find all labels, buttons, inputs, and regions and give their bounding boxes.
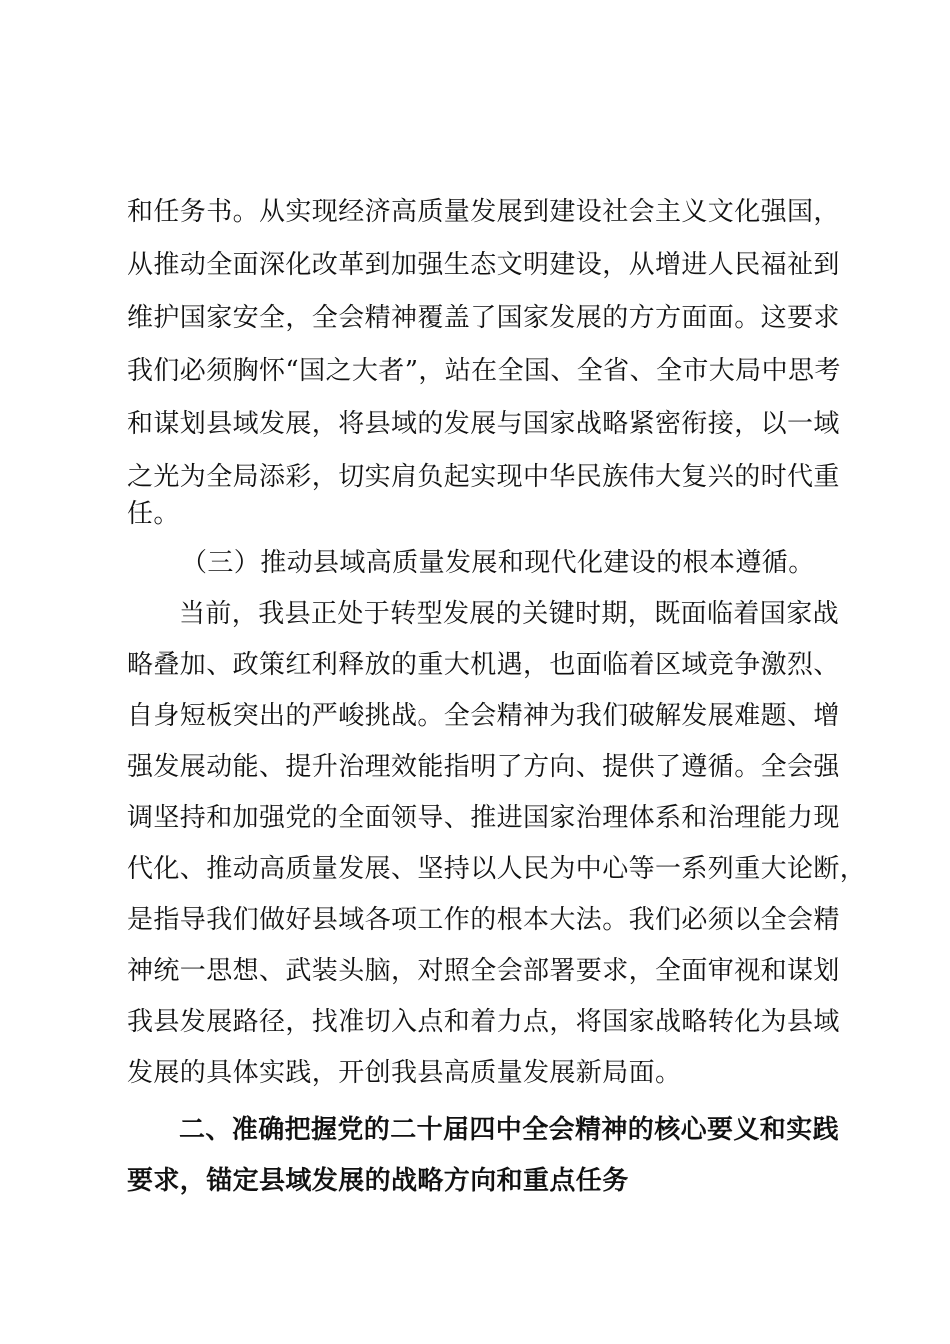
paragraph-line: 自身短板突出的严峻挑战。全会精神为我们破解发展难题、增 [127,701,840,731]
paragraph-line: 和任务书。从实现经济高质量发展到建设社会主义文化强国， [127,197,840,227]
paragraph-line: 从推动全面深化改革到加强生态文明建设，从增进人民福祉到 [127,250,840,280]
paragraph-line: 任。 [127,499,180,529]
section-heading-line: 二、准确把握党的二十届四中全会精神的核心要义和实践 [179,1115,840,1145]
paragraph-line: 之光为全局添彩，切实肩负起实现中华民族伟大复兴的时代重 [127,462,840,492]
paragraph-line: 略叠加、政策红利释放的重大机遇，也面临着区域竞争激烈、 [127,650,840,680]
paragraph-line: 调坚持和加强党的全面领导、推进国家治理体系和治理能力现 [127,803,840,833]
paragraph-line: 代化、推动高质量发展、坚持以人民为中心等一系列重大论断， [127,854,867,884]
paragraph-line: 强发展动能、提升治理效能指明了方向、提供了遵循。全会强 [127,752,840,782]
paragraph-line: 当前，我县正处于转型发展的关键时期，既面临着国家战 [179,599,840,629]
subheading: （三）推动县域高质量发展和现代化建设的根本遵循。 [181,548,815,578]
paragraph-line: 我县发展路径，找准切入点和着力点，将国家战略转化为县域 [127,1007,840,1037]
paragraph-line: 和谋划县域发展，将县域的发展与国家战略紧密衔接，以一域 [127,409,840,439]
paragraph-line: 是指导我们做好县域各项工作的根本大法。我们必须以全会精 [127,905,840,935]
paragraph-line: 发展的具体实践，开创我县高质量发展新局面。 [127,1058,682,1088]
section-heading-line: 要求，锚定县域发展的战略方向和重点任务 [127,1166,629,1196]
paragraph-line: 我们必须胸怀“国之大者”，站在全国、全省、全市大局中思考 [127,356,841,386]
paragraph-line: 维护国家安全，全会精神覆盖了国家发展的方方面面。这要求 [127,303,840,333]
paragraph-line: 神统一思想、武装头脑，对照全会部署要求，全面审视和谋划 [127,956,840,986]
